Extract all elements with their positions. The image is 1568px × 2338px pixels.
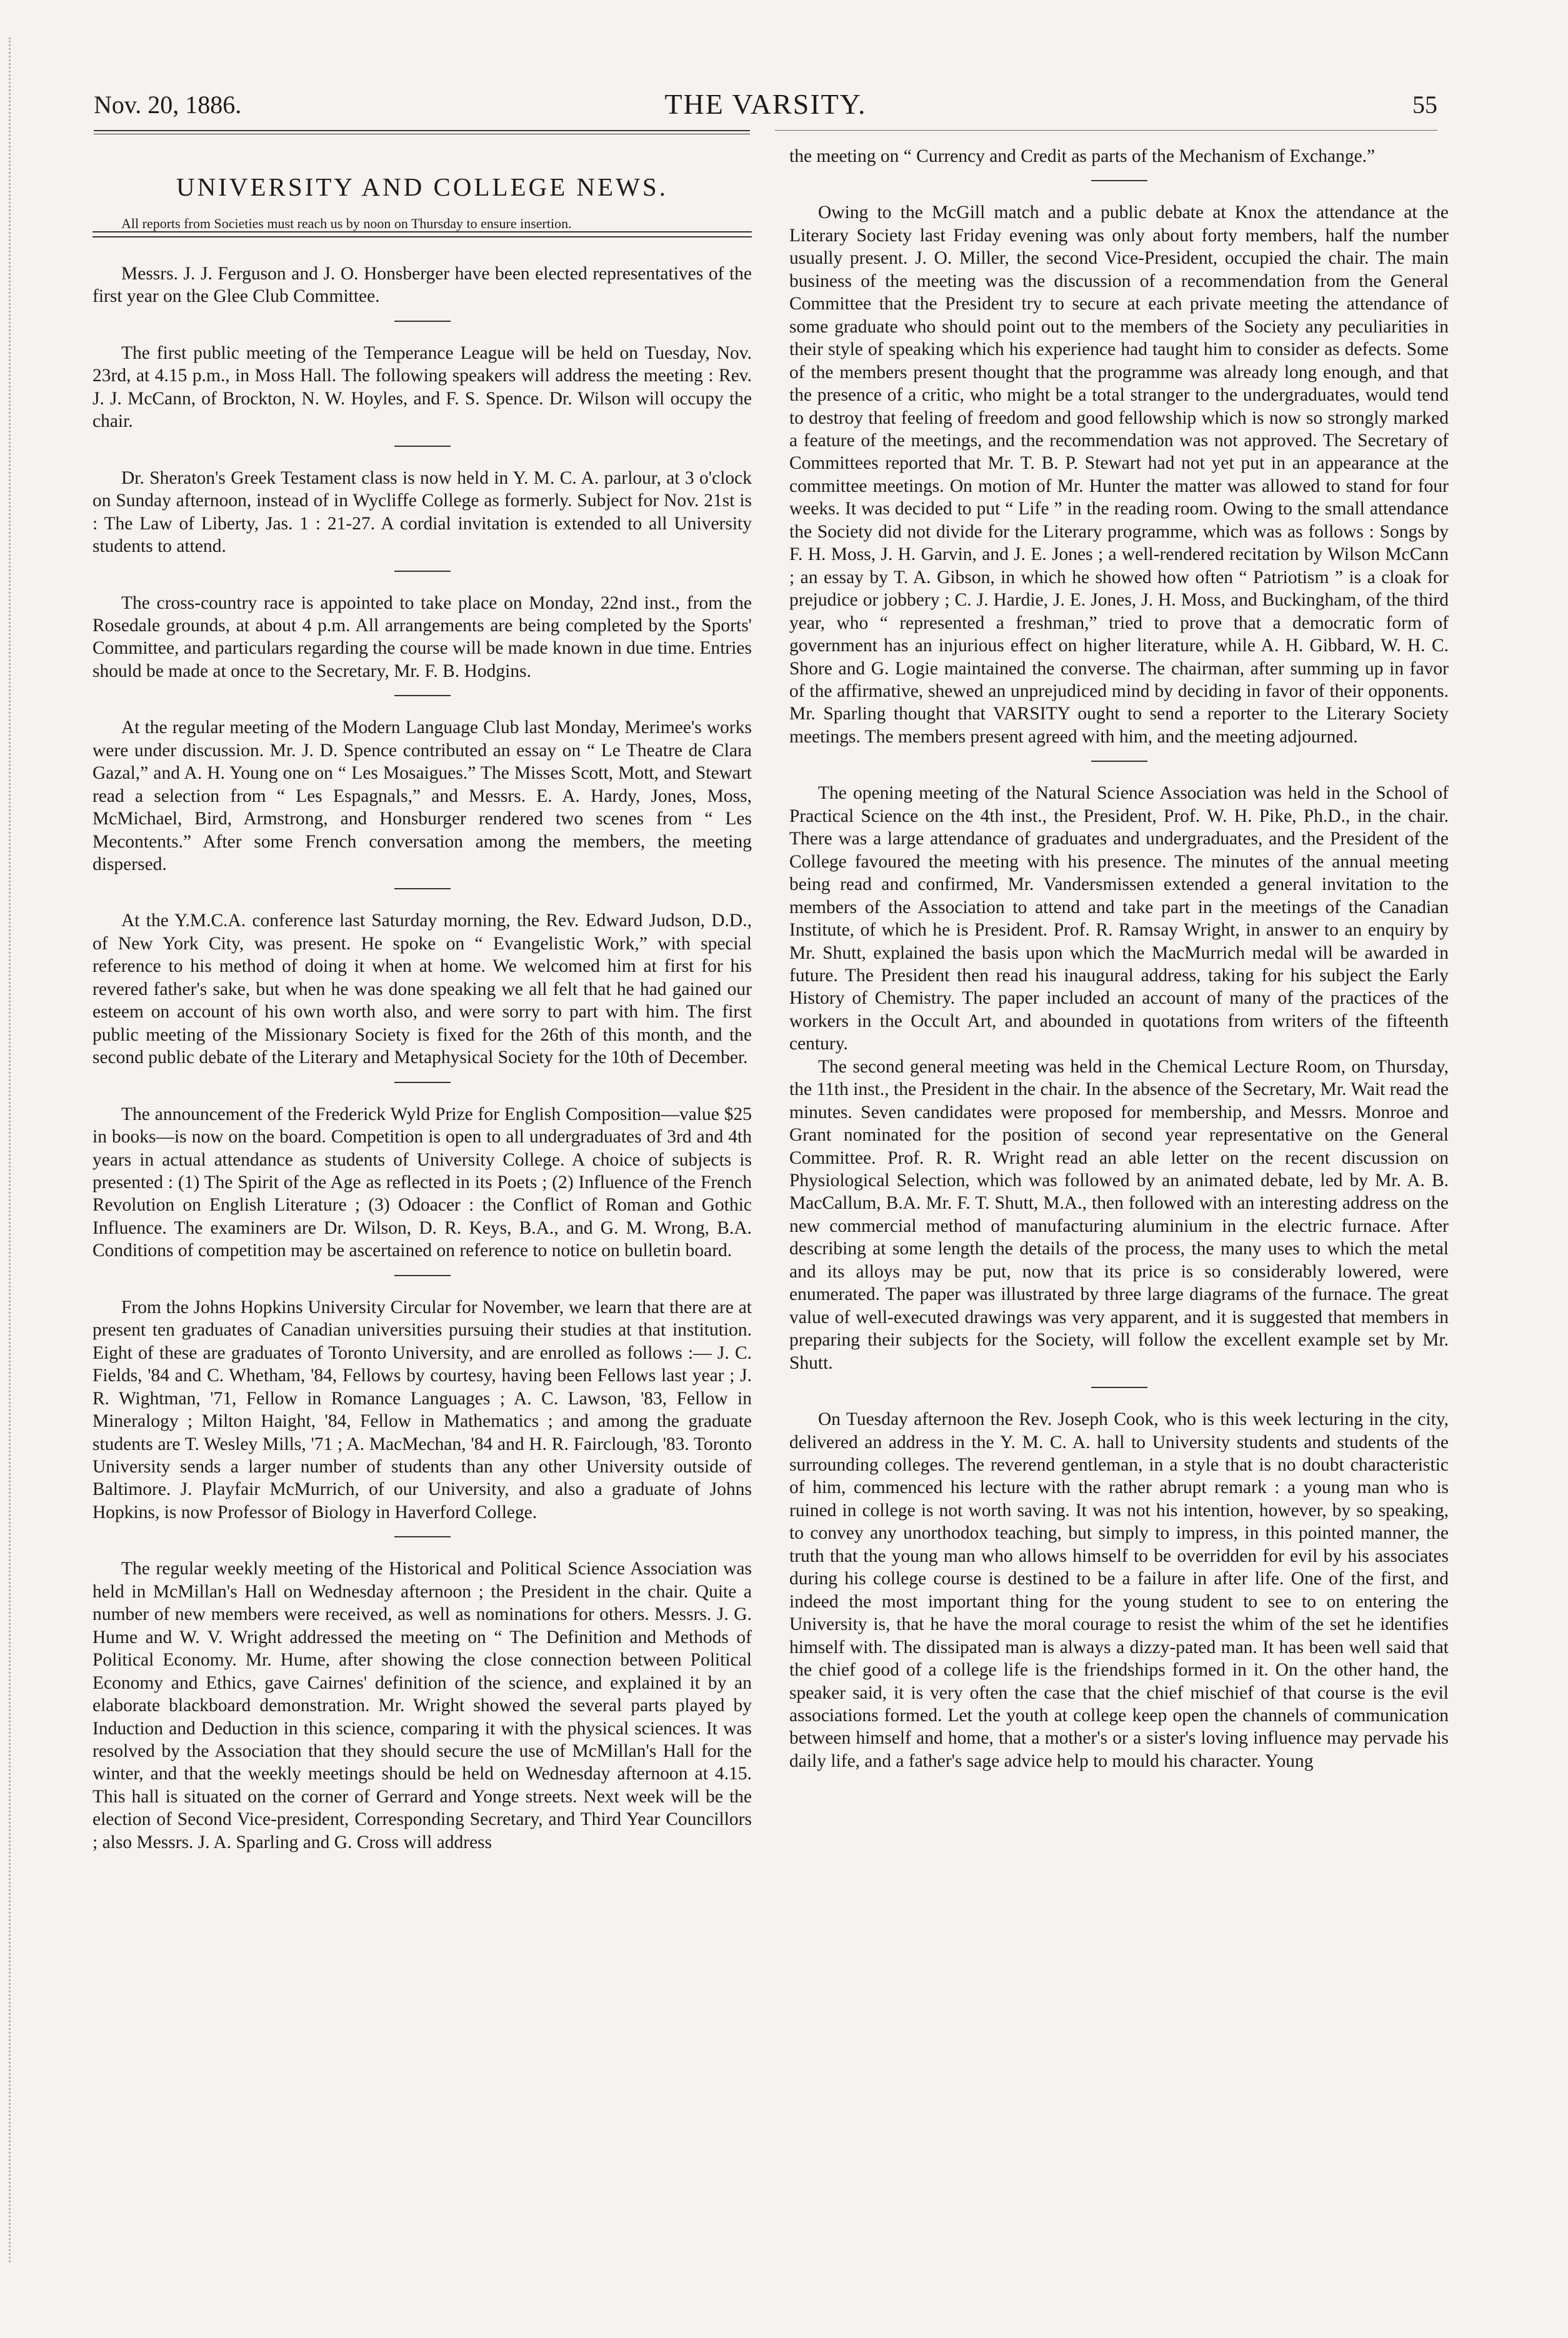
separator bbox=[394, 571, 451, 572]
right-column bbox=[789, 145, 1449, 2313]
article-political-science: The regular weekly meeting of the Historical and Political Science Association was held in McMillan's Hall on Wednesday afternoon ; the President in the chair. Quite a number of new members were received, as well as nominations for others. Messrs. J. G. Hume and W. V. Wright addressed the meeting on “ The Definition and Methods of Political Economy. Mr. Hume, after showing the close connection between Political Economy and Ethics, gave Cairnes' definition of the science, and explained it by an elaborate blackboard demonstration. Mr. Wright showed the several parts played by Induction and Deduction in this science, comparing it with the physical sciences. It was resolved by the Association that they should secure the use of McMillan's Hall for the winter, and that the weekly meetings should be held on Wednesday afternoon at 4.15. This hall is situated on the corner of Gerrard and Yonge streets. Next week will be the election of Second Vice-president, Corresponding Secretary, and Third Year Councillors ; also Messrs. J. A. Sparling and G. Cross will address bbox=[92, 1559, 752, 1852]
article-greek-testament: Dr. Sheraton's Greek Testament class is now held in Y. M. C. A. parlour, at 3 o'clock on Sunday afternoon, instead of in Wycliffe College as formerly. Subject for Nov. 21st is : The Law of Liberty, Jas. 1 : 21-27. A cordial invitation is extended to all University students to attend. bbox=[92, 467, 752, 557]
separator bbox=[1091, 180, 1147, 181]
separator bbox=[394, 321, 451, 322]
header-date: Nov. 20, 1886. bbox=[94, 91, 242, 119]
header-title: THE VARSITY. bbox=[664, 88, 867, 120]
page-header bbox=[94, 87, 1437, 131]
article-literary-society: Owing to the McGill match and a public debate at Knox the attendance at the Literary Society last Friday evening was only about forty members, half the number usually present. J. O. Miller, the second Vice-President, occupied the chair. The main business of the meeting was the discussion of a recommendation from the General Committee that the President try to secure at each private meeting the attendance of some graduate who should point out to the members of the Society any peculiarities in their style of speaking which his experience had taught him to consider as defects. Some of the members present thought that the programme was already long enough, and that the presence of a critic, who might be a total stranger to the undergraduates, would tend to destroy that feeling of freedom and good fellowship which is now so strongly marked a feature of the meetings, and the recommendation was not approved. The Secretary of Committees reported that Mr. T. B. P. Stewart had not yet put in an appearance at the committee meetings. On motion of Mr. Hunter the matter was allowed to stand for four weeks. It was decided to put “ Life ” in the reading room. Owing to the small attendance the Society did not divide for the Literary programme, which was as follows : Songs by F. H. Moss, J. H. Garvin, and J. E. Jones ; a well-rendered recitation by Wilson McCann ; an essay by T. A. Gibson, in which he showed how often “ Patriotism ” is a cloak for prejudice or jobbery ; C. J. Hardie, J. E. Jones, J. H. Moss, and Buckingham, of the third year, who “ represented a freshman,” tried to prove that a democratic form of government has an injurious effect on higher literature, while A. H. Gibbard, W. H. C. Shore and G. Logie maintained the converse. The chairman, after summing up in favor of the affirmative, shewed an unprejudiced mind by deciding in favor of their opponents. Mr. Sparling thought that VARSITY ought to send a reporter to the Literary Society meetings. The members present agreed with him, and the meeting adjourned. bbox=[789, 202, 1449, 747]
separator bbox=[394, 888, 451, 889]
separator bbox=[1091, 1387, 1147, 1388]
section-title: UNIVERSITY AND COLLEGE NEWS. bbox=[176, 172, 668, 201]
double-rule bbox=[92, 231, 752, 237]
separator bbox=[394, 1082, 451, 1083]
article-modern-language-club: At the regular meeting of the Modern Language Club last Monday, Merimee's works were under discussion. Mr. J. D. Spence contributed an essay on “ Le Theatre de Clara Gazal,” and A. H. Young one on “ Les Mosaigues.” The Misses Scott, Mott, and Stewart read a selection from “ Les Espagnals,” and Messrs. E. A. Hardy, Jones, Moss, McMichael, Bird, Armstrong, and Honsburger rendered two scenes from “ Les Mecontents.” After some French conversation among the members, the meeting dispersed. bbox=[92, 717, 752, 875]
article-wyld-prize: The announcement of the Frederick Wyld Prize for English Composition—value $25 in books—is now on the board. Competition is open to all undergraduates of 3rd and 4th years in actual attendance as students of University College. A choice of subjects is presented : (1) The Spirit of the Age as reflected in its Poets ; (2) Influence of the French Revolution on English Literature ; (3) Odoacer : the Conflict of Roman and Gothic Influence. The examiners are Dr. Wilson, D. R. Keys, B.A., and G. M. Wrong, B.A. Conditions of competition may be ascertained on reference to notice on bulletin board. bbox=[92, 1104, 752, 1261]
article-natural-science-second: The second general meeting was held in the Chemical Lecture Room, on Thursday, the 11th inst., the President in the chair. In the absence of the Secretary, Mr. Wait read the minutes. Seven candidates were proposed for membership, and Messrs. Monroe and Grant nominated for the position of second year representative on the General Committee. Prof. R. R. Wright read an able letter on the recent discussion on Physiological Selection, which was followed by an animated debate, led by Mr. A. B. MacCallum, B.A. Mr. F. T. Shutt, M.A., then followed with an interesting address on the new commercial method of manufacturing aluminium in the electric furnace. After describing at some length the details of the process, the many uses to which the metal and its alloys may be put, now that its price is so considerably lowered, were enumerated. The paper was illustrated by three large diagrams of the furnace. The great value of well-executed drawings was very apparent, and it is suggested that members in preparing their subjects for the Society, will follow the excellent example set by Mr. Shutt. bbox=[789, 1056, 1449, 1373]
article-joseph-cook: On Tuesday afternoon the Rev. Joseph Cook, who is this week lecturing in the city, delivered an address in the Y. M. C. A. hall to University students and students of the surrounding colleges. The reverend gentleman, in a style that is no doubt characteristic of him, commenced his lecture with the rather abrupt remark : a young man who is ruined in college is not worth saving. It was not his intention, however, by so speaking, to convey any unorthodox teaching, but simply to impress, in this pointed manner, the truth that the young man who allows himself to be overridden for evil by his associates during his college course is destined to be a failure in after life. One of the first, and indeed the most important thing for the young student to see to on entering the University is, that he have the moral courage to resist the whim of the set he identifies himself with. The dissipated man is always a dizzy-pated man. It has been well said that the chief good of a college life is the friendships formed in it. On the other hand, the speaker said, it is very often the case that the chief mischief of that course is the evil associations formed. Let the youth at college keep open the channels of communication between himself and home, that a mother's or a sister's loving influence may pervade his daily life, and a father's sage advice help to mould his character. Young bbox=[789, 1409, 1449, 1771]
left-column bbox=[92, 145, 752, 2313]
article-continuation: the meeting on “ Currency and Credit as parts of the Mechanism of Exchange.” bbox=[789, 146, 1376, 166]
article-johns-hopkins: From the Johns Hopkins University Circular for November, we learn that there are at present ten graduates of Canadian universities pursuing their studies at that institution. Eight of these are graduates of Toronto University, and are enrolled as follows :— J. C. Fields, '84 and C. Whetham, '84, Fellows by courtesy, having been Fellows last year ; J. R. Wightman, '71, Fellow in Romance Languages ; A. C. Lawson, '83, Fellow in Mineralogy ; Milton Haight, '84, Fellow in Mathematics ; and among the graduate students are T. Wesley Mills, '71 ; A. MacMechan, '84 and H. R. Fairclough, '83. Toronto University sends a larger number of students than any other University outside of Baltimore. J. Playfair McMurrich, of our University, and also a graduate of Johns Hopkins, is now Professor of Biology in Haverford College. bbox=[92, 1297, 752, 1522]
separator bbox=[394, 446, 451, 447]
separator bbox=[1091, 761, 1147, 762]
article-temperance-league: The first public meeting of the Temperance League will be held on Tuesday, Nov. 23rd, at 4.15 p.m., in Moss Hall. The following speakers will address the meeting : Rev. J. J. McCann, of Brockton, N. W. Hoyles, and F. S. Spence. Dr. Wilson will occupy the chair. bbox=[92, 342, 752, 432]
separator bbox=[394, 695, 451, 696]
submission-notice: All reports from Societies must reach us by noon on Thursday to ensure insertion. bbox=[121, 215, 572, 231]
separator bbox=[394, 1536, 451, 1537]
article-cross-country: The cross-country race is appointed to take place on Monday, 22nd inst., from the Rosedale grounds, at about 4 p.m. All arrangements are being completed by the Sports' Committee, and particulars regarding the course will be made known in due time. Entries should be made at once to the Secretary, Mr. F. B. Hodgins. bbox=[92, 592, 752, 681]
header-rule-left bbox=[94, 130, 750, 134]
article-ymca-conference: At the Y.M.C.A. conference last Saturday morning, the Rev. Edward Judson, D.D., of New York City, was present. He spoke on “ Evangelistic Work,” with special reference to his method of doing it when at home. We welcomed him at first for his revered father's sake, but when he was done speaking we all felt that he had gained our esteem on account of his own worth also, and were sorry to part with him. The first public meeting of the Missionary Society is fixed for the 26th of this month, and the second public debate of the Literary and Metaphysical Society for the 10th of December. bbox=[92, 911, 752, 1068]
separator bbox=[394, 1275, 451, 1276]
article-glee-club: Messrs. J. J. Ferguson and J. O. Honsberger have been elected representatives of the first year on the Glee Club Committee. bbox=[92, 263, 752, 307]
article-natural-science-opening: The opening meeting of the Natural Science Association was held in the School of Practical Science on the 4th inst., the President, Prof. W. H. Pike, Ph.D., in the chair. There was a large attendance of graduates and undergraduates, and the President of the College favoured the meeting with his presence. The minutes of the annual meeting being read and confirmed, Mr. Vandersmissen extended a general invitation to the members of the Association to attend and take part in the meetings of the Canadian Institute, of which he is President. Prof. R. Ramsay Wright, in answer to an enquiry by Mr. Shutt, explained the basis upon which the MacMurrich medal will be awarded in future. The President then read his inaugural address, taking for his subject the Early History of Chemistry. The paper included an account of many of the practices of the workers in the Occult Art, and abounded in quotations from writers of the fifteenth century. bbox=[789, 783, 1449, 1054]
header-page-number: 55 bbox=[1412, 91, 1437, 119]
binding-edge bbox=[9, 37, 12, 2262]
header-rule-right bbox=[775, 130, 1437, 133]
